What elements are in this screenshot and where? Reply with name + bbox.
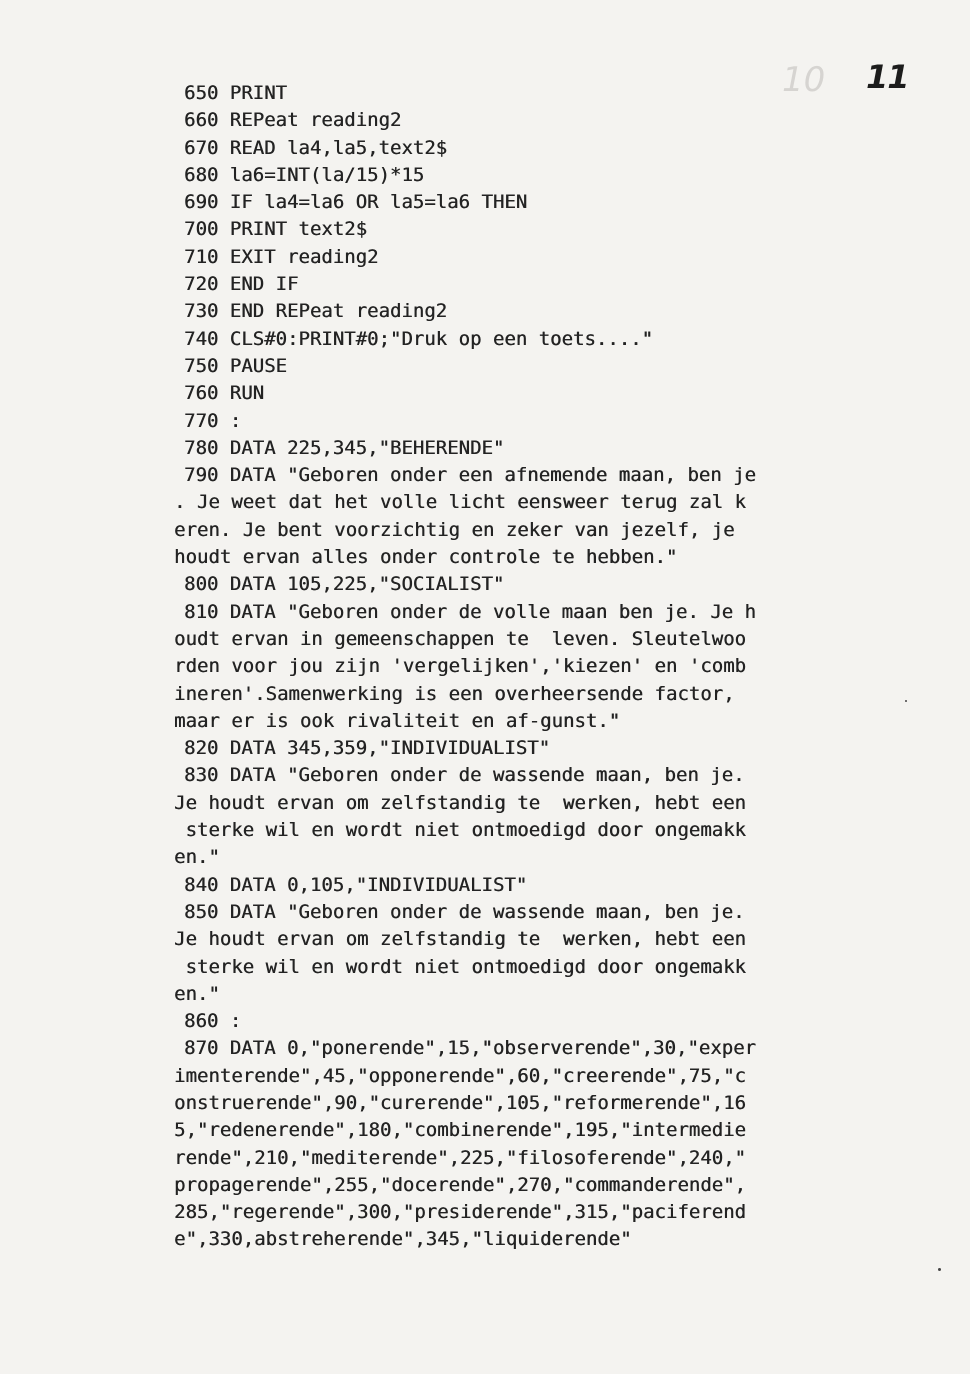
listing-continuation-line: e",330,abstreherende",345,"liquiderende" (174, 1228, 632, 1251)
listing-continuation-line: houdt ervan alles onder controle te hebben." (174, 546, 678, 569)
page-number: 11 (866, 58, 909, 96)
listing-continuation-line: sterke wil en wordt niet ontmoedigd door ongemakk (174, 819, 746, 842)
listing-line: 860 : (184, 1010, 242, 1033)
listing-continuation-line: oudt ervan in gemeenschappen te leven. Sleutelwoo (174, 627, 746, 650)
listing-line: 750 PAUSE (184, 354, 287, 377)
speck-mark (905, 700, 907, 702)
listing-line: 740 CLS#0:PRINT#0;"Druk op een toets...." (184, 327, 653, 350)
listing-continuation-line: sterke wil en wordt niet ontmoedigd door ongemakk (174, 955, 746, 978)
listing-continuation-line: ineren'.Samenwerking is een overheersende factor, (174, 682, 735, 705)
listing-line: 820 DATA 345,359,"INDIVIDUALIST" (184, 737, 551, 760)
listing-line: 720 END IF (184, 273, 299, 296)
ghost-page-mark: 10 (782, 60, 826, 100)
listing-line: 660 REPeat reading2 (184, 109, 402, 132)
listing-line: 690 IF la4=la6 OR la5=la6 THEN (184, 191, 528, 214)
listing-line: 700 PRINT text2$ (184, 218, 368, 241)
listing-line: 710 EXIT reading2 (184, 245, 379, 268)
speck-mark (938, 1268, 941, 1271)
listing-line: 810 DATA "Geboren onder de volle maan ben je. Je h (184, 600, 756, 623)
listing-continuation-line: maar er is ook rivaliteit en af-gunst." (174, 709, 621, 732)
listing-continuation-line: Je houdt ervan om zelfstandig te werken, hebt een (174, 791, 746, 814)
listing-continuation-line: 285,"regerende",300,"presiderende",315,"paciferend (174, 1201, 746, 1224)
listing-line: 800 DATA 105,225,"SOCIALIST" (184, 573, 505, 596)
listing-line: 730 END REPeat reading2 (184, 300, 448, 323)
listing-continuation-line: en." (174, 982, 220, 1005)
listing-continuation-line: onstruerende",90,"curerende",105,"reformerende",16 (174, 1091, 746, 1114)
listing-line: 670 READ la4,la5,text2$ (184, 136, 448, 159)
listing-continuation-line: 5,"redenerende",180,"combinerende",195,"intermedie (174, 1119, 746, 1142)
listing-line: 780 DATA 225,345,"BEHERENDE" (184, 436, 505, 459)
listing-line: 870 DATA 0,"ponerende",15,"observerende",30,"exper (184, 1037, 756, 1060)
listing-continuation-line: propagerende",255,"docerende",270,"commanderende", (174, 1173, 746, 1196)
listing-line: 840 DATA 0,105,"INDIVIDUALIST" (184, 873, 528, 896)
listing-line: 790 DATA "Geboren onder een afnemende maan, ben je (184, 464, 756, 487)
listing-line: 760 RUN (184, 382, 265, 405)
listing-continuation-line: rden voor jou zijn 'vergelijken','kiezen' en 'comb (174, 655, 746, 678)
listing-continuation-line: eren. Je bent voorzichtig en zeker van jezelf, je (174, 518, 735, 541)
listing-continuation-line: Je houdt ervan om zelfstandig te werken, hebt een (174, 928, 746, 951)
listing-line: 770 : (184, 409, 242, 432)
listing-continuation-line: en." (174, 846, 220, 869)
listing-line: 650 PRINT (184, 82, 287, 104)
listing-continuation-line: imenterende",45,"opponerende",60,"creerende",75,"c (174, 1064, 746, 1087)
listing-continuation-line: rende",210,"mediterende",225,"filosoferende",240," (174, 1146, 746, 1169)
listing-line: 850 DATA "Geboren onder de wassende maan, ben je. (184, 900, 745, 923)
listing-line: 830 DATA "Geboren onder de wassende maan, ben je. (184, 764, 745, 787)
listing-continuation-line: . Je weet dat het volle licht eensweer terug zal k (174, 491, 746, 514)
program-listing (174, 80, 884, 1254)
listing-line: 680 la6=INT(la/15)*15 (184, 163, 425, 186)
